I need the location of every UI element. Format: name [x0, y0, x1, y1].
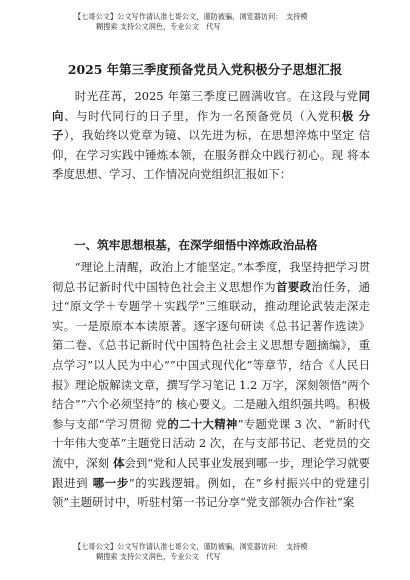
- watermark-header: [74, 12, 374, 32]
- s1-text-4: 会到“党和人民事业发展到哪一步，理论学习就要跟进到: [52, 455, 370, 490]
- intro-text-3: ），我始终以党章为镜、以先进为标，在思想淬炼中坚定 信仰，在学习实践中锤炼本领，在服务群众中践行初心。现 将本季度思想、学习、工作情况向党组织汇报如下：: [52, 128, 370, 182]
- intro-emphasis-1: 同 向: [52, 89, 370, 123]
- header-line-2: 糊搜索 支持公文润色，专业公文 代写: [96, 22, 221, 31]
- s1-emphasis-3: 体: [109, 455, 125, 470]
- s1-emphasis-1: 首要政: [276, 279, 312, 294]
- intro-paragraph: [52, 87, 370, 185]
- section-1-paragraph: [52, 258, 370, 513]
- s1-emphasis-4: 哪一步: [88, 475, 129, 490]
- s1-text-3: ”专题党课 3 次、“新时代十年伟大变革”主题党日活动 2 次，在与支部书记、老党员的交流中，深刻: [52, 416, 370, 470]
- s1-text-2: 治任务，通过“原文学＋专题学＋实践学”三维联动，推动理论武装走深走实。一是原原本本读原著。逐字逐句研读《总书记著作选读》第二卷、《总书记新时代中国特色社会主义思想专题摘编》，重点学习”以人民为中心””中国式现代化”等章节，结合《人民日报》理论版解读文章，撰写学习笔记 1.2 万字，深刻领悟“两个结合”“六个必须坚持”的 核心要义。二是融入组织强共鸣。积极参与支部“学习贯彻 党: [52, 279, 370, 431]
- s1-emphasis-2: 的二十大精神: [167, 416, 238, 431]
- footer-line-2: 糊搜索 支持公文润色，专业公文 代写: [96, 552, 221, 561]
- s1-text-5: ”的实践逻辑。例如，在”乡村振兴中的党建引领”主题研讨中，听驻村第一书记分享“党支部领办合作社”案: [52, 475, 370, 510]
- s1-text-1: “理论上清醒，政治上才能坚定。”本季度，我坚持把学习贯彻总书记新时代中国特色社会主义思想作为: [52, 260, 370, 294]
- intro-text-2: 、与时代同行的日子里，作为一名预备党员（入党积: [64, 108, 342, 123]
- header-line-1: 【七哥公文】公文写作请认准七哥公文，谨防被骗，浏览器访问： 支持模: [74, 12, 308, 21]
- footer-line-1: 【七哥公文】公文写作请认准七哥公文，谨防被骗，浏览器访问： 支持模: [74, 542, 308, 551]
- intro-text-1: 时光荏苒，2025 年第三季度已圆满收官。在这段与党: [74, 89, 359, 103]
- intro-emphasis-2: 极 分 子: [52, 108, 370, 143]
- section-heading-1: 一、筑牢思想根基，在深学细悟中淬炼政治品格: [74, 238, 318, 252]
- watermark-footer: [74, 542, 374, 562]
- document-title: 2025 年第三季度预备党员入党积极分子思想汇报: [67, 62, 343, 77]
